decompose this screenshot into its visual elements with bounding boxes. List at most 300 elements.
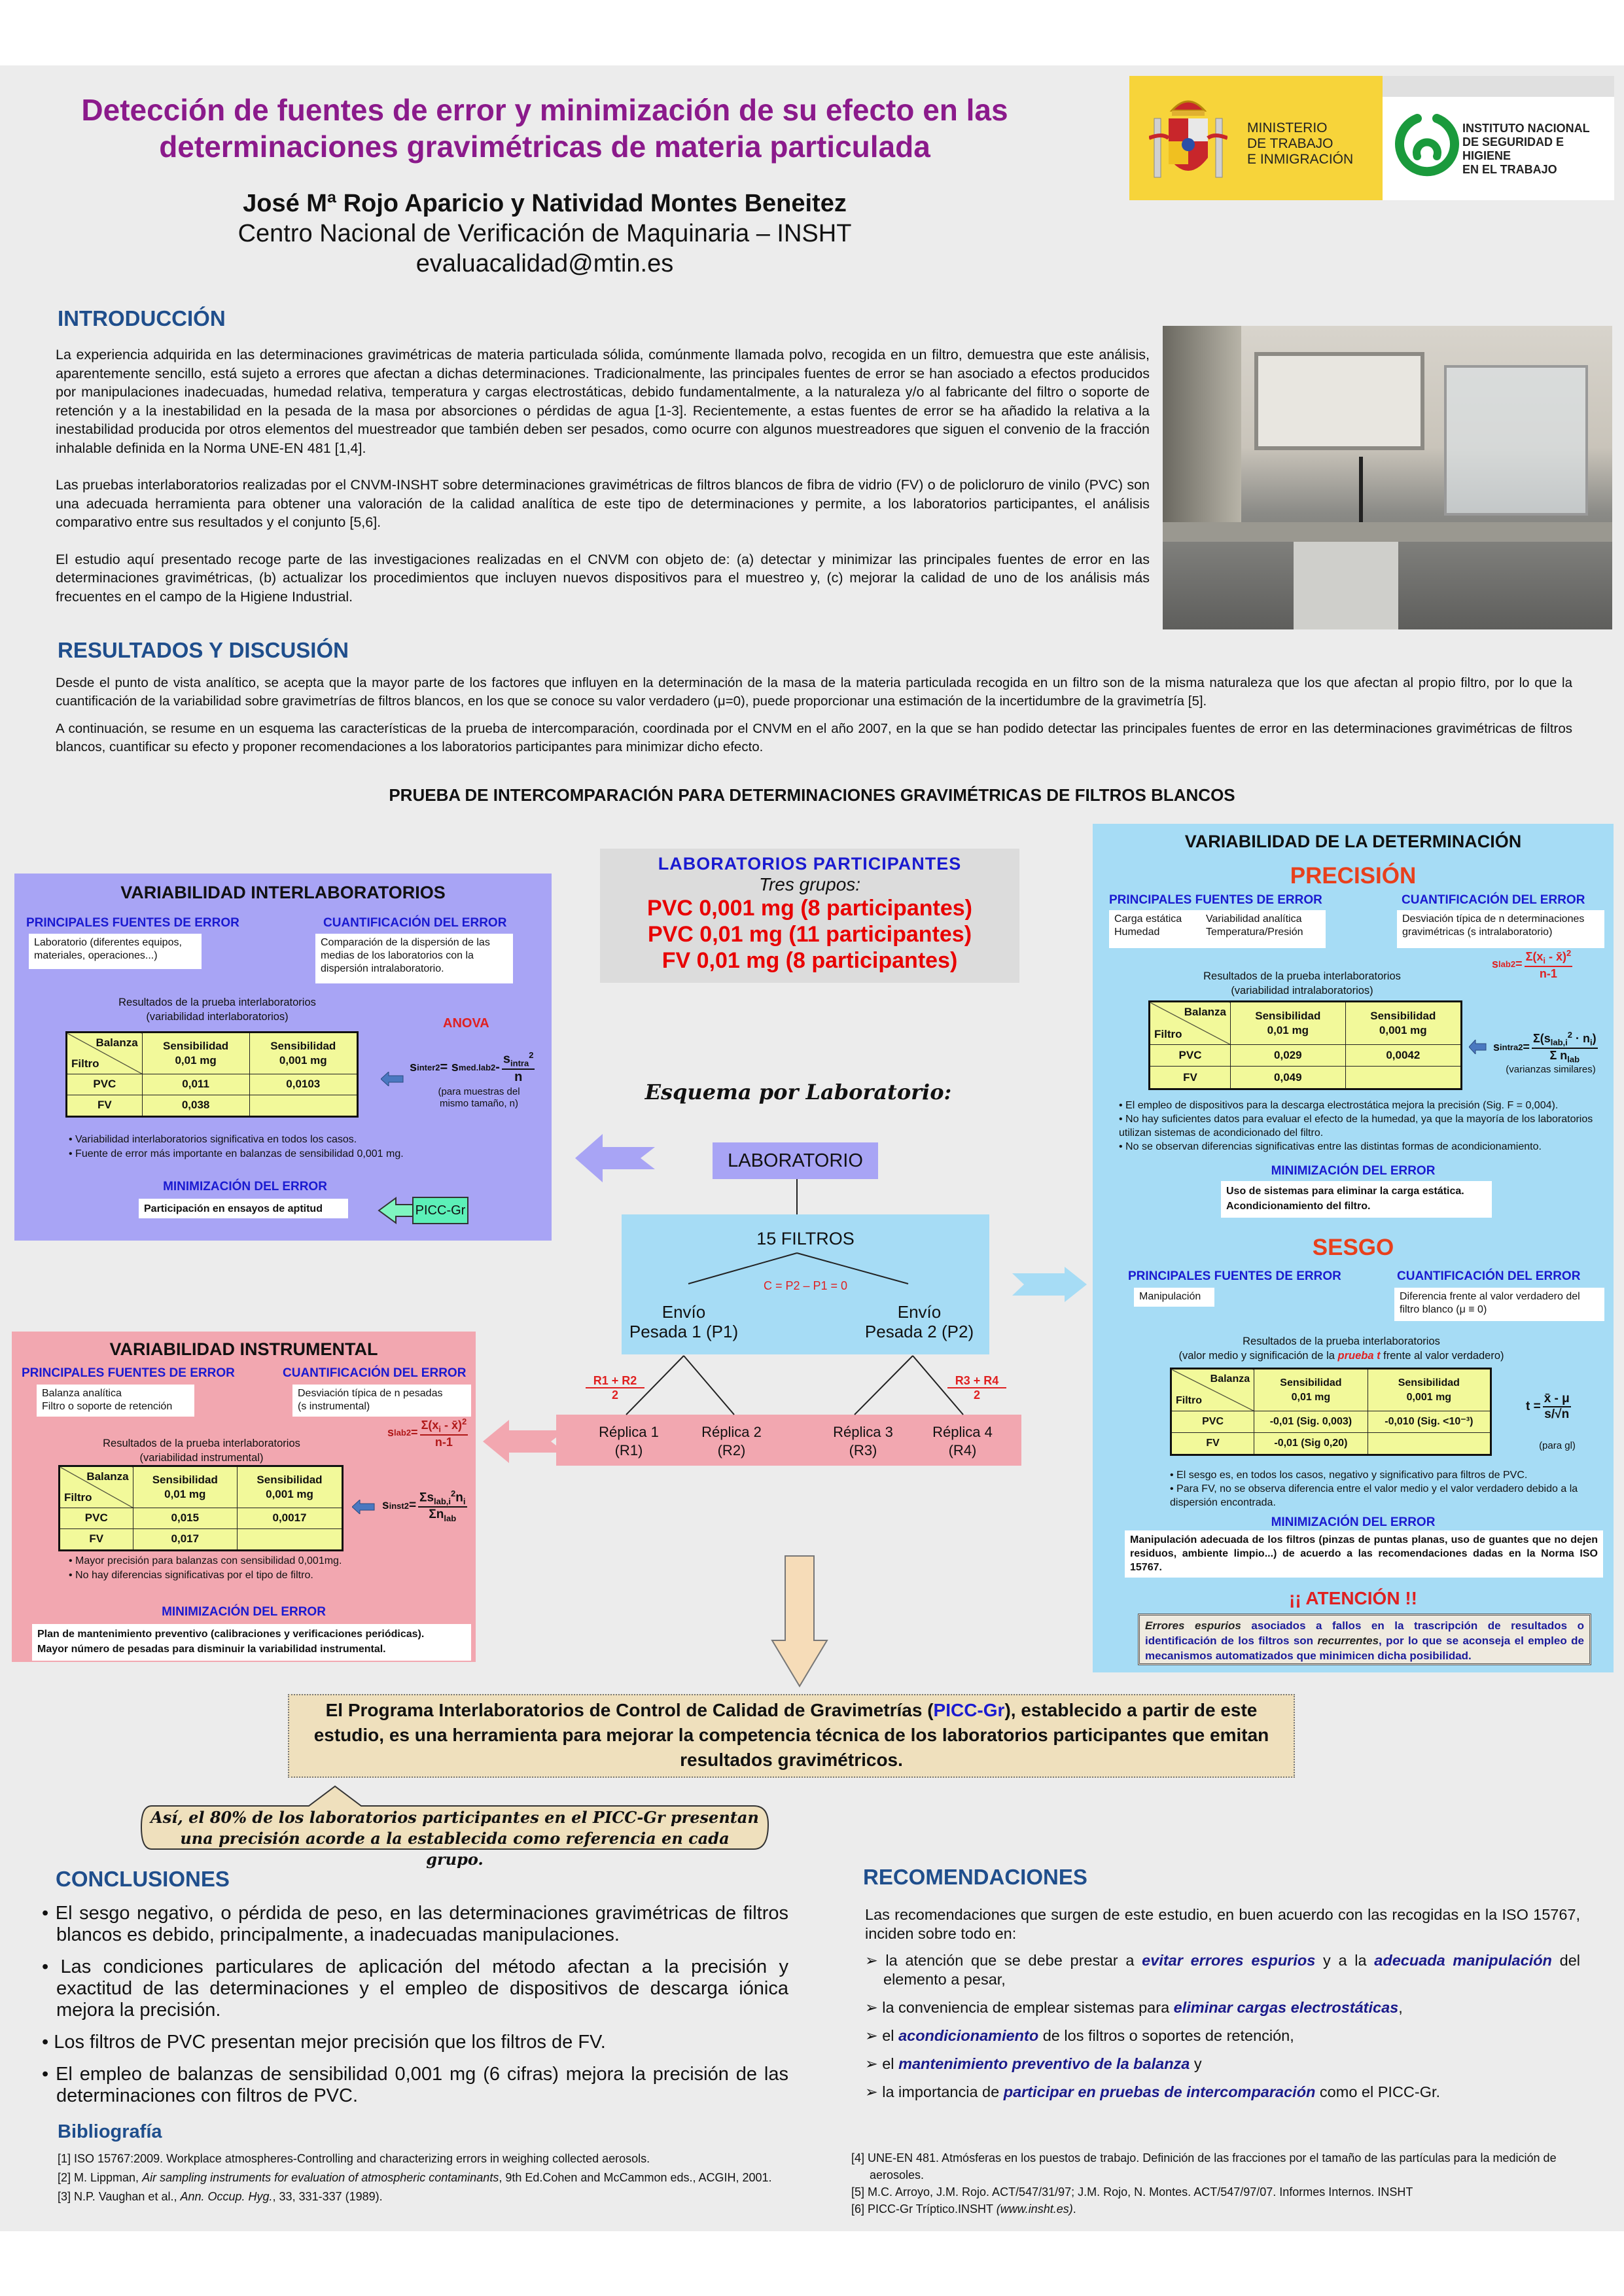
formula-subscript: lab,i: [434, 1496, 451, 1507]
control-formula: C = P2 – P1 = 0: [763, 1279, 848, 1292]
bullet-item: • Para FV, no se observa diferencia entre el valor medio y el valor verdadero debido a la dispersión encontrada.: [1170, 1483, 1578, 1508]
bullet-item: • El empleo de dispositivos para la descarga electrostática mejora la precisión (Sig. F = 0,004).: [1119, 1100, 1559, 1111]
row-label: PVC: [1171, 1411, 1254, 1433]
recommendations-intro: Las recomendaciones que surgen de este estudio, en buen acuerdo con las recogidas en la ISO 15767, inciden sobre todo en:: [865, 1906, 1580, 1942]
table-cell: -0,01 (Sig 0,20): [1254, 1432, 1368, 1455]
table-cell: 0,0042: [1345, 1045, 1461, 1067]
fraction-numerator: [420, 1417, 468, 1436]
formula-part: s: [387, 1426, 395, 1439]
table-cell: [249, 1095, 357, 1116]
arrow-left-icon: [381, 1072, 404, 1086]
formula-fraction: [502, 1050, 535, 1085]
participants-title: LABORATORIOS PARTICIPANTES: [658, 854, 962, 874]
corner-bottom-label: Filtro: [1154, 1028, 1182, 1041]
attention-text: asociados a fallos en la trascripción de resultados o identificación de los filtros son: [1145, 1619, 1584, 1647]
method-label: ANOVA: [443, 1016, 489, 1031]
table-cell: -0,01 (Sig. 0,003): [1254, 1411, 1368, 1433]
recommendation-item: [865, 2026, 1580, 2045]
insht-ring-icon: [1394, 112, 1460, 177]
formula-part: x̄ - μ: [1544, 1392, 1570, 1405]
source-item: Humedad: [1114, 927, 1160, 938]
recommendations-list: [865, 1951, 1580, 2111]
column-header: Sensibilidad 0,01 mg: [142, 1033, 249, 1074]
reference-title: Ann. Occup. Hyg.: [180, 2190, 273, 2203]
table-caption: [1145, 1334, 1538, 1363]
formula-superscript: 2: [1567, 1030, 1572, 1040]
table-header-row: [1171, 1369, 1491, 1411]
table-row: [1150, 1067, 1462, 1089]
participants-box: [600, 849, 1019, 983]
determination-panel: [1093, 824, 1614, 1672]
reference-text: [2] M. Lippman,: [58, 2171, 143, 2184]
table-caption: Resultados de la prueba interlaboratorios (variabilidad instrumental): [103, 1438, 300, 1464]
formula-part: Σ n: [1549, 1048, 1568, 1062]
average-2: [947, 1374, 1006, 1402]
paragraph: Desde el punto de vista analítico, se acepta que la mayor parte de los factores que influyen en la determinación de la masa de la materia particulada recogida en un filtro son de la misma naturaleza que los que afectan al propio filtro, por lo que la cuantificación de la variabilidad sobre gravimetrías de filtros blancos, en los que se conoce su valor verdadero (μ=0), puede proporcionar una estimación de la incertidumbre de la gravimetría [5].: [56, 675, 1572, 709]
bias-results-table: [1170, 1368, 1492, 1456]
formula-part: n: [514, 1069, 523, 1084]
source-item: Carga estática: [1114, 913, 1182, 925]
reference-title: Air sampling instruments for evaluation of atmospheric contaminants: [142, 2171, 499, 2184]
participant-group: PVC 0,01 mg (11 participantes): [647, 922, 972, 947]
reference-item: [851, 2183, 1587, 2200]
bullet-item: • Variabilidad interlaboratorios significativa en todos los casos.: [69, 1134, 357, 1145]
formula-part: =: [1523, 1040, 1530, 1053]
column-header: Sensibilidad 0,01 mg: [133, 1466, 237, 1508]
replica-2: Réplica 2 (R2): [701, 1424, 762, 1458]
paragraph: Las pruebas interlaboratorios realizadas por el CNVM-INSHT sobre determinaciones gravimétricas de filtros blancos de fibra de vidrio (FV) o de policloruro de vinilo (PVC) son una adecuada herramienta para obtener una valoración de la calidad analítica de este tipo de determinaciones y permite, a los laboratorios participantes, el análisis comparativo entre sus resultados y el conjunto [5,6].: [56, 477, 1150, 530]
fraction-denominator: 2: [973, 1388, 980, 1402]
table-caption: Resultados de la prueba interlaboratorios (variabilidad interlaboratorios): [118, 997, 316, 1023]
replica-3: Réplica 3 (R3): [833, 1424, 893, 1458]
quantification-heading: CUANTIFICACIÓN DEL ERROR: [1402, 893, 1585, 907]
recommendation-emphasis: adecuada manipulación: [1374, 1952, 1552, 1969]
picc-statement: [288, 1694, 1295, 1778]
replica-1: Réplica 1 (R1): [599, 1424, 659, 1458]
sinst-formula: [382, 1489, 469, 1523]
chevron-right-icon: ➢: [865, 1952, 886, 1969]
recommendations-heading: RECOMENDACIONES: [863, 1865, 1087, 1889]
reference-text: [4] UNE-EN 481. Atmósferas en los puestos de trabajo. Definición de las fracciones por el tamaño de las partículas para la medición de aerosoles.: [851, 2151, 1557, 2181]
formula-superscript: 2: [1518, 1042, 1523, 1052]
fraction-denominator: 2: [611, 1388, 618, 1402]
reference-item: [851, 2200, 1587, 2217]
lab-photo: [1163, 326, 1612, 629]
attention-box: [1138, 1614, 1591, 1665]
reference-text: [6] PICC-Gr Tríptico.INSHT: [851, 2202, 997, 2216]
recommendation-text: y a la: [1315, 1952, 1375, 1969]
fraction-denominator: [1549, 1049, 1580, 1065]
paragraph: El estudio aquí presentado recoge parte de las investigaciones realizadas en el CNVM con objeto de: (a) detectar y minimizar las principales fuentes de error en las determinaciones gravimétricas, (b) actualizar los procedimientos que incluyen nuevos dispositivos para el muestreo y, (c) mejorar la calidad de uno de los análisis más frecuentes en el campo de la Higiene Industrial.: [56, 551, 1150, 605]
table-cell: [238, 1528, 343, 1550]
table-cell: 0,038: [142, 1095, 249, 1116]
conclusion-item: • Las condiciones particulares de aplicación del método afectan a la precisión y exactitud de las determinaciones y el empleo de dispositivos de descarga iónica mejora la precisión.: [42, 1956, 789, 2021]
formula-superscript: 2: [462, 1417, 467, 1426]
corner-top-label: Balanza: [96, 1036, 138, 1049]
recommendation-text: como el PICC-Gr.: [1315, 2083, 1441, 2100]
row-label: FV: [60, 1528, 133, 1550]
formula-superscript: 2: [404, 1500, 409, 1511]
formula-part: Σs: [419, 1491, 434, 1505]
filters-label: 15 FILTROS: [756, 1229, 855, 1248]
formula-part: Σ(s: [1532, 1032, 1551, 1045]
corner-top-label: Balanza: [1210, 1373, 1250, 1385]
arrow-left-icon: [378, 1197, 417, 1224]
fraction-denominator: [1540, 967, 1557, 981]
table-row: [1171, 1432, 1491, 1455]
minimization-box: Uso de sistemas para eliminar la carga estática. Acondicionamiento del filtro.: [1221, 1181, 1492, 1218]
formula-part: s: [410, 1059, 417, 1074]
logo-text: E INMIGRACIÓN: [1247, 152, 1354, 167]
average-1: [586, 1374, 644, 1402]
minimization-heading: MINIMIZACIÓN DEL ERROR: [1271, 1515, 1436, 1529]
minimization-heading: MINIMIZACIÓN DEL ERROR: [162, 1605, 326, 1619]
formula-part: Σ(x: [1525, 950, 1544, 963]
conclusion-item: • Los filtros de PVC presentan mejor precisión que los filtros de FV.: [42, 2032, 606, 2053]
recommendation-emphasis: evitar errores espurios: [1142, 1952, 1316, 1969]
picc-acronym: PICC-Gr: [933, 1700, 1005, 1720]
bullets: [69, 1554, 342, 1583]
row-label: FV: [1150, 1067, 1231, 1089]
formula-subscript: inst: [389, 1500, 404, 1511]
formula-part: s: [503, 1051, 511, 1067]
corner-top-label: Balanza: [1184, 1006, 1227, 1018]
arrow-right-icon: [1012, 1267, 1087, 1302]
source-item: Variabilidad analítica: [1206, 913, 1302, 925]
title-line: Detección de fuentes de error y minimización de su efecto en las: [81, 93, 1008, 127]
formula-part: = s: [440, 1059, 459, 1074]
precision-title: PRECISIÓN: [1290, 863, 1417, 889]
row-label: PVC: [60, 1508, 133, 1528]
chevron-right-icon: ➢: [865, 2083, 883, 2100]
table-corner: [67, 1033, 143, 1074]
arrow-down-icon: [771, 1555, 828, 1687]
participant-group: PVC 0,001 mg (8 participantes): [647, 896, 972, 921]
bullet-item: • El sesgo es, en todos los casos, negativo y significativo para filtros de PVC.: [1170, 1470, 1528, 1481]
quantification-box: Desviación típica de n pesadas (s instrumental): [292, 1385, 471, 1417]
table-cell: -0,010 (Sig. <10⁻³): [1368, 1411, 1491, 1433]
table-row: [60, 1508, 343, 1528]
reference-item: [851, 2149, 1587, 2183]
formula-note: (para muestras del mismo tamaño, n): [438, 1086, 520, 1109]
formula-part: s: [1493, 1040, 1500, 1053]
bibliography-heading: Bibliografía: [58, 2121, 162, 2142]
sources-box: [1109, 910, 1326, 948]
minimization-heading: MINIMIZACIÓN DEL ERROR: [163, 1180, 327, 1193]
sources-heading: PRINCIPALES FUENTES DE ERROR: [22, 1366, 235, 1380]
reference-item: [58, 2187, 843, 2206]
formula-superscript: 2: [406, 1428, 412, 1438]
quantification-box: Comparación de la dispersión de las medias de los laboratorios con la dispersión intralaboratorio.: [315, 934, 513, 983]
interlab-results-table: [65, 1031, 359, 1118]
intro-heading: INTRODUCCIÓN: [58, 306, 226, 330]
table-header-row: [1150, 1002, 1462, 1045]
logo-text: DE TRABAJO: [1247, 136, 1333, 151]
formula-part: n: [455, 1491, 463, 1505]
sources-box: Laboratorio (diferentes equipos, materiales, operaciones...): [29, 934, 202, 969]
recommendation-emphasis: mantenimiento preventivo de la balanza: [898, 2055, 1190, 2072]
formula-subscript: i: [438, 1424, 441, 1434]
chevron-right-icon: ➢: [865, 2055, 883, 2072]
panel-title: VARIABILIDAD INTERLABORATORIOS: [120, 883, 446, 902]
recommendation-text: la importancia de: [882, 2083, 1004, 2100]
instrumental-results-table: [58, 1465, 344, 1551]
formula-superscript: 2: [1566, 948, 1572, 958]
scheme-title: PRUEBA DE INTERCOMPARACIÓN PARA DETERMINACIONES GRAVIMÉTRICAS DE FILTROS BLANCOS: [389, 785, 1235, 805]
table-header-row: [60, 1466, 343, 1508]
table-cell: [1345, 1067, 1461, 1089]
reference-text: [1] ISO 15767:2009. Workplace atmospheres-Controlling and characterizing errors in weighing collected aerosols.: [58, 2152, 650, 2165]
corner-bottom-label: Filtro: [71, 1057, 99, 1070]
table-cell: 0,015: [133, 1508, 237, 1528]
conclusion-item: • El empleo de balanzas de sensibilidad 0,001 mg (6 cifras) mejora la precisión de las determinaciones con filtros de PVC.: [42, 2064, 788, 2106]
poster-title: [39, 92, 1050, 165]
bullet-item: • Mayor precisión para balanzas con sensibilidad 0,001mg.: [69, 1555, 342, 1566]
table-corner: [60, 1466, 133, 1508]
fraction-numerator: [1543, 1392, 1571, 1407]
bullet-item: • No hay diferencias significativas por el tipo de filtro.: [69, 1570, 313, 1581]
fraction-numerator: [502, 1050, 535, 1070]
sources-heading: PRINCIPALES FUENTES DE ERROR: [1109, 893, 1322, 907]
formula-subscript: intra: [510, 1058, 529, 1069]
table-row: [60, 1528, 343, 1550]
column-header: Sensibilidad 0,01 mg: [1231, 1002, 1346, 1045]
participants-subtitle: Tres grupos:: [758, 874, 861, 894]
row-label: FV: [67, 1095, 143, 1116]
coat-of-arms-icon: [1149, 92, 1227, 187]
formula-part: t =: [1526, 1400, 1541, 1413]
formula-subscript: inter: [417, 1062, 436, 1072]
formula-part: =: [1515, 957, 1523, 971]
formula-fraction: [1525, 948, 1573, 981]
title-line: determinaciones gravimétricas de materia particulada: [159, 130, 930, 164]
logo-text: DE SEGURIDAD E HIGIENE: [1462, 135, 1564, 162]
reference-text: , 9th Ed.Cohen and McCammon eds., ACGIH, 2001.: [499, 2171, 772, 2184]
reference-item: [58, 2168, 843, 2187]
corner-bottom-label: Filtro: [64, 1491, 92, 1504]
formula-superscript: 2: [451, 1489, 456, 1498]
conclusions-heading: CONCLUSIONES: [56, 1867, 230, 1891]
fraction-denominator: [435, 1436, 453, 1449]
table-row: [67, 1074, 358, 1095]
formula-subscript: lab: [394, 1428, 406, 1438]
sources-heading: PRINCIPALES FUENTES DE ERROR: [1128, 1269, 1341, 1283]
slab-formula: [1492, 948, 1574, 981]
row-label: PVC: [1150, 1045, 1231, 1067]
quantification-heading: CUANTIFICACIÓN DEL ERROR: [283, 1366, 467, 1380]
picc-gr-badge: PICC-Gr: [412, 1197, 468, 1224]
bullet-item: • Fuente de error más importante en balanzas de sensibilidad 0,001 mg.: [69, 1148, 404, 1159]
table-cell: 0,0017: [238, 1508, 343, 1528]
scheme-subtitle: Esquema por Laboratorio:: [644, 1080, 952, 1104]
attention-text: , por lo que se aconseja el empleo de mecanismos automatizados que minimicen dicha posibilidad.: [1145, 1634, 1584, 1662]
picc-text: ), establecido a partir de este estudio, es una herramienta para mejorar la competencia técnica de los laboratorios participantes que emitan resultados gravimétricos.: [313, 1700, 1269, 1770]
formula-part: s: [382, 1498, 389, 1513]
participant-group: FV 0,01 mg (8 participantes): [662, 948, 958, 973]
table-cell: 0,017: [133, 1528, 237, 1550]
anova-formula: [410, 1050, 537, 1085]
formula-part: ): [1592, 1032, 1597, 1045]
chevron-right-icon: ➢: [865, 1999, 883, 2016]
formula-part: - x̄): [441, 1419, 463, 1432]
fraction-numerator: R3 + R4: [947, 1374, 1006, 1388]
recommendation-item: [865, 2083, 1580, 2102]
fraction-denominator: [514, 1070, 522, 1085]
formula-part: - x̄): [1545, 950, 1567, 963]
fraction-denominator: [429, 1508, 456, 1523]
reference-item: [58, 2149, 843, 2168]
table-caption: Resultados de la prueba interlaboratorios (variabilidad intralaboratorios): [1203, 970, 1401, 997]
arrow-left-icon: [483, 1420, 565, 1463]
formula-subscript: lab: [1498, 959, 1511, 970]
instrumental-panel: [12, 1332, 476, 1662]
formula-note: (para gl): [1539, 1440, 1576, 1451]
formula-subscript: med.lab: [458, 1062, 491, 1072]
row-label: PVC: [67, 1074, 143, 1095]
table-cell: 0,029: [1231, 1045, 1346, 1067]
attention-title: ¡¡ ATENCIÓN !!: [1289, 1588, 1417, 1608]
fraction-numerator: R1 + R2: [586, 1374, 644, 1388]
column-header: Sensibilidad 0,001 mg: [238, 1466, 343, 1508]
logo-text: MINISTERIO: [1247, 120, 1328, 135]
references-left: [58, 2149, 843, 2206]
t-test-formula: [1526, 1392, 1573, 1422]
column-header: Sensibilidad 0,001 mg: [249, 1033, 357, 1074]
table-corner: [1150, 1002, 1231, 1045]
caption-emphasis: prueba t: [1337, 1350, 1381, 1362]
table-cell: 0,049: [1231, 1067, 1346, 1089]
precision-results-table: [1148, 1000, 1462, 1090]
formula-subscript: lab,i: [1550, 1037, 1568, 1048]
interlab-panel: [14, 874, 552, 1241]
corner-bottom-label: Filtro: [1176, 1395, 1202, 1407]
bullet-item: • No se observan diferencias significativas entre las distintas formas de acondicionamiento.: [1119, 1141, 1542, 1152]
formula-part: Σn: [429, 1508, 444, 1522]
minimization-box: Plan de mantenimiento preventivo (calibraciones y verificaciones periódicas). Mayor número de pesadas para disminuir la variabilidad instrumental.: [32, 1624, 471, 1661]
table-corner: [1171, 1369, 1254, 1411]
table-row: [67, 1095, 358, 1116]
reference-title: (www.insht.es): [996, 2202, 1073, 2216]
callout-text: Así, el 80% de los laboratorios participantes en el PICC-Gr presentan una precisión acorde a la establecida como referencia en cada grupo.: [150, 1808, 759, 1869]
conclusion-text: El sesgo negativo, o pérdida de peso, en las determinaciones gravimétricas de filtros blancos es debido, principalmente, a inadecuadas manipulaciones.: [55, 1903, 788, 1945]
fraction-numerator: [1525, 948, 1573, 967]
formula-superscript: 2: [435, 1062, 440, 1072]
recommendation-text: de los filtros o soportes de retención,: [1038, 2027, 1294, 2044]
minimization-box: Manipulación adecuada de los filtros (pinzas de puntas planas, uso de guantes que no dejen residuos, ambiente limpio...) de acuerdo a las recomendaciones dadas en la Norma ISO 15767.: [1125, 1530, 1603, 1578]
conclusions-list: [39, 1903, 788, 2107]
formula-subscript: i: [1590, 1037, 1593, 1048]
sources-heading: PRINCIPALES FUENTES DE ERROR: [26, 916, 239, 930]
quantification-box: Diferencia frente al valor verdadero del filtro blanco (μ ≡ 0): [1394, 1288, 1604, 1321]
insht-logo: [1383, 76, 1614, 200]
formula-subscript: i: [1543, 955, 1545, 966]
source-item: Temperatura/Presión: [1206, 927, 1303, 938]
recommendation-item: [865, 2055, 1580, 2074]
caption-text: (valor medio y significación de la: [1178, 1350, 1338, 1362]
recommendation-item: [865, 1998, 1580, 2017]
picc-text: El Programa Interlaboratorios de Control de Calidad de Gravimetrías (: [325, 1700, 934, 1720]
minimization-box: Participación en ensayos de aptitud: [139, 1199, 348, 1218]
table-cell: 0,0103: [249, 1074, 357, 1095]
ministerio-logo: [1129, 76, 1383, 200]
table-header-row: [67, 1033, 358, 1074]
replica-4: Réplica 4 (R4): [932, 1424, 993, 1458]
reference-text: [3] N.P. Vaughan et al.,: [58, 2190, 181, 2203]
corner-top-label: Balanza: [86, 1470, 129, 1483]
formula-fraction: [1543, 1392, 1571, 1422]
formula-superscript: 2: [529, 1050, 534, 1060]
shipment-1: Envío Pesada 1 (P1): [629, 1302, 739, 1341]
conclusion-text: El empleo de balanzas de sensibilidad 0,001 mg (6 cifras) mejora la precisión de las determinaciones con filtros de PVC.: [56, 2064, 788, 2106]
laboratory-box: LABORATORIO: [713, 1142, 878, 1179]
recommendation-text: y: [1190, 2055, 1202, 2072]
recommendation-text: del elemento a pesar,: [883, 1952, 1580, 1988]
sources-box: Manipulación: [1134, 1288, 1214, 1307]
fraction-numerator: [1532, 1030, 1598, 1049]
formula-fraction: [1532, 1030, 1598, 1064]
chevron-right-icon: ➢: [865, 2027, 883, 2044]
formula-part: · n: [1572, 1032, 1590, 1045]
minimization-heading: MINIMIZACIÓN DEL ERROR: [1271, 1164, 1436, 1178]
recommendation-emphasis: acondicionamiento: [898, 2027, 1039, 2044]
authors: José Mª Rojo Aparicio y Natividad Montes Beneitez: [243, 190, 847, 217]
panel-title: VARIABILIDAD INSTRUMENTAL: [109, 1339, 378, 1359]
fraction-numerator: [418, 1489, 467, 1508]
formula-subscript: i: [463, 1496, 466, 1507]
arrow-left-icon: [575, 1134, 655, 1182]
quantification-heading: CUANTIFICACIÓN DEL ERROR: [323, 916, 507, 930]
formula-superscript: 2: [1510, 959, 1516, 970]
formula-part: n-1: [1539, 966, 1557, 980]
recommendation-text: la conveniencia de emplear sistemas para: [882, 1999, 1174, 2016]
table-row: [1171, 1411, 1491, 1433]
formula-superscript: 2: [491, 1062, 496, 1072]
sintra-formula: [1493, 1030, 1600, 1064]
formula-part: Σ(x: [421, 1419, 439, 1432]
row-label: FV: [1171, 1432, 1254, 1455]
conclusion-item: • El sesgo negativo, o pérdida de peso, en las determinaciones gravimétricas de filtros blancos es debido, principalmente, a inadecuadas manipulaciones.: [42, 1903, 788, 1945]
arrow-left-icon: [352, 1500, 376, 1514]
formula-part: s: [1492, 957, 1499, 971]
sources-box: Balanza analítica Filtro o soporte de retención: [37, 1385, 194, 1417]
reference-text: , 33, 331-337 (1989).: [272, 2190, 383, 2203]
formula-subscript: lab: [1567, 1054, 1580, 1065]
formula-subscript: lab: [444, 1513, 457, 1523]
column-header: Sensibilidad 0,001 mg: [1368, 1369, 1491, 1411]
recommendation-emphasis: participar en pruebas de intercomparación: [1003, 2083, 1316, 2100]
recommendation-text: la atención que se debe prestar a: [885, 1952, 1142, 1969]
conclusion-text: Las condiciones particulares de aplicación del método afectan a la precisión y exactitud de las determinaciones y el empleo de dispositivos de descarga iónica mejora la precisión.: [56, 1956, 789, 2021]
bullet-item: • No hay suficientes datos para evaluar el efecto de la humedad, ya que la mayoría de los laboratorios utilizan sistemas de acondicionado del filtro.: [1119, 1114, 1593, 1139]
formula-part: =: [408, 1498, 417, 1513]
bullets: [1170, 1468, 1589, 1510]
table-cell: 0,011: [142, 1074, 249, 1095]
formula-part: s/√n: [1544, 1407, 1570, 1421]
recommendation-text: el: [882, 2027, 899, 2044]
quantification-heading: CUANTIFICACIÓN DEL ERROR: [1397, 1269, 1581, 1283]
reference-text: .: [1072, 2202, 1076, 2216]
paragraph: La experiencia adquirida en las determinaciones gravimétricas de materia particulada sólida, comúnmente llamada polvo, recogida en un filtro, demuestra que este análisis, aparentemente sencillo, está sujeto a errores que afectan a dichas determinaciones. Tradicionalmente, las principales fuentes de error se han asociado a efectos producidos por manipulaciones inadecuadas, humedad relativa, temperatura y cargas electrostáticas, debido fundamentalmente, a la naturaleza y/o al fabricante del filtro o soporte de retención y a la inestabilidad en la pesada de la masa por absorciones o pérdidas de agua [1-3]. Recientemente, a estas fuentes de error se ha añadido la relativa a la inestabilidad producida por otros elementos del muestreador que también deben ser pesados, como ocurre con algunos muestreadores que siguen el convenio de la fracción inhalable definida en la Norma UNE-EN 481 [1,4].: [56, 347, 1150, 456]
formula-note: (varianzas similares): [1506, 1064, 1596, 1075]
formula-fraction: [420, 1417, 468, 1449]
references-right: [851, 2149, 1587, 2217]
quantification-box: Desviación típica de n determinaciones gravimétricas (s intralaboratorio): [1397, 910, 1604, 948]
contact-email: evaluacalidad@mtin.es: [415, 250, 674, 277]
results-heading: RESULTADOS Y DISCUSIÓN: [58, 638, 349, 662]
arrow-left-icon: [1469, 1040, 1487, 1054]
formula-fraction: [418, 1489, 467, 1523]
table-cell: [1368, 1432, 1491, 1455]
